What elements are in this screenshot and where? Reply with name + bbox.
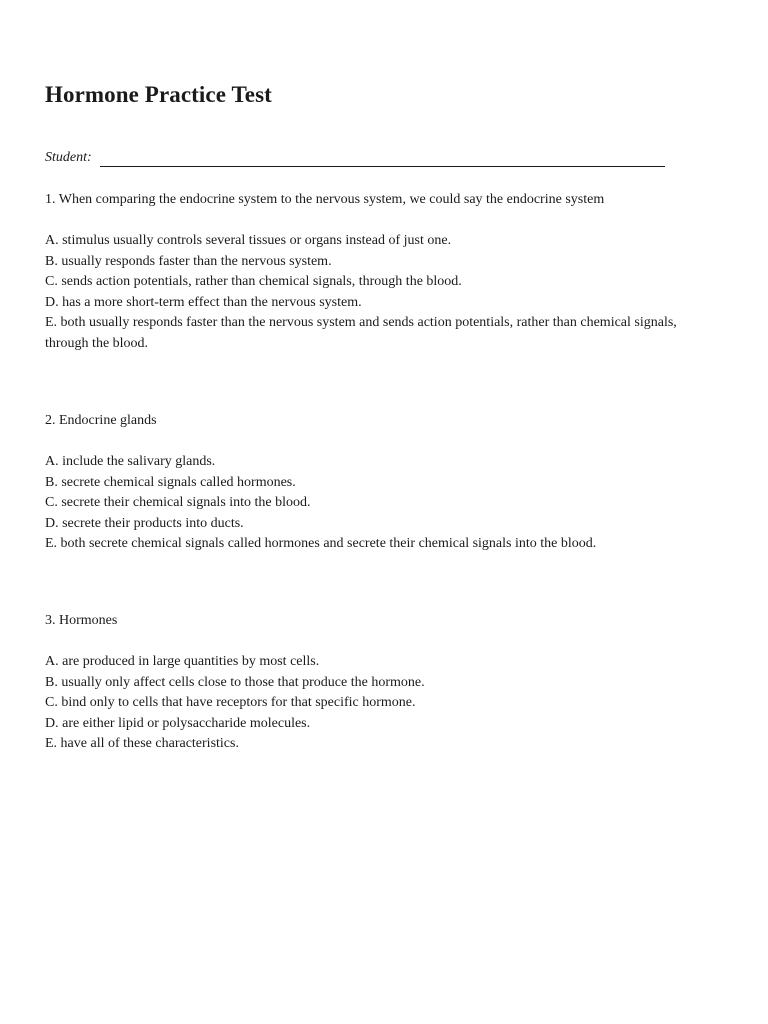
- question-3: [45, 611, 705, 755]
- answer-choice-b: B. secrete chemical signals called hormones.: [45, 474, 296, 490]
- answer-choice-b: B. usually only affect cells close to those that produce the hormone.: [45, 674, 425, 690]
- question-prompt: 1. When comparing the endocrine system to the nervous system, we could say the endocrine system: [45, 192, 605, 207]
- student-label: Student:: [45, 150, 92, 165]
- question-1: [45, 190, 705, 354]
- answer-choice-d: D. are either lipid or polysaccharide molecules.: [45, 715, 311, 731]
- answer-choice-e: E. both usually responds faster than the nervous system and sends action potentials, rather than chemical signals, through the blood.: [45, 315, 677, 351]
- page-title: Hormone Practice Test: [45, 82, 272, 107]
- answer-choice-c: C. bind only to cells that have receptors for that specific hormone.: [45, 695, 416, 710]
- student-name-row: [45, 150, 92, 166]
- answer-choice-e: E. have all of these characteristics.: [45, 736, 239, 751]
- question-prompt: 2. Endocrine glands: [45, 413, 157, 428]
- answer-choice-c: C. sends action potentials, rather than chemical signals, through the blood.: [45, 274, 462, 289]
- student-name-blank[interactable]: [100, 166, 665, 167]
- question-prompt: 3. Hormones: [45, 613, 118, 628]
- answer-choice-a: A. are produced in large quantities by most cells.: [45, 654, 320, 669]
- answer-choice-e: E. both secrete chemical signals called hormones and secrete their chemical signals into the blood.: [45, 536, 597, 551]
- answer-choice-d: D. has a more short-term effect than the nervous system.: [45, 294, 362, 310]
- answer-choice-a: A. include the salivary glands.: [45, 454, 216, 469]
- answer-choice-b: B. usually responds faster than the nervous system.: [45, 253, 332, 269]
- answer-choice-a: A. stimulus usually controls several tissues or organs instead of just one.: [45, 233, 452, 248]
- answer-choice-d: D. secrete their products into ducts.: [45, 515, 244, 531]
- question-2: [45, 411, 705, 555]
- answer-choice-c: C. secrete their chemical signals into the blood.: [45, 495, 311, 510]
